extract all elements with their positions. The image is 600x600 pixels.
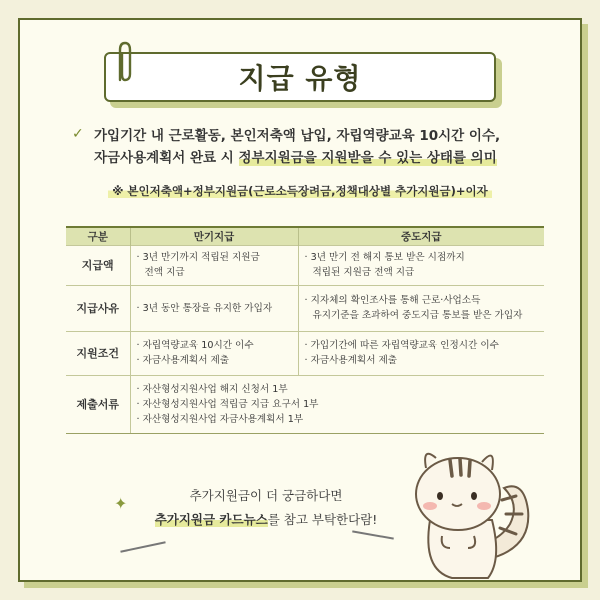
cell-line: · 가입기간에 따른 자립역량교육 인정시간 이수 — [304, 340, 499, 351]
cell-line: · 지자체의 확인조사를 통해 근로·사업소득 — [304, 295, 481, 306]
cell-maturity — [130, 245, 298, 285]
check-icon: ✓ — [72, 126, 84, 142]
table-row — [66, 245, 544, 285]
table-row — [66, 285, 544, 331]
cell-maturity — [130, 331, 298, 375]
cell-line: · 자산형성지원사업 적립금 지급 요구서 1부 — [136, 398, 319, 410]
speech-line-1: 추가지원금이 더 궁금하다면 — [189, 488, 343, 503]
formula-note-text: ※ 본인저축액+정부지원금(근로소득장려금,정책대상별 추가지원금)+이자 — [108, 184, 492, 198]
table-row — [66, 375, 544, 433]
intro-line-2 — [94, 146, 497, 166]
card-news-link-text: 추가지원금 카드뉴스 — [154, 512, 268, 527]
row-label: 지급사유 — [66, 285, 130, 331]
cell-midterm — [298, 245, 544, 285]
sparkle-icon: ✦ — [114, 494, 128, 513]
cell-line: 적립된 지원금 전액 지급 — [312, 267, 415, 278]
cell-midterm — [298, 285, 544, 331]
table-row — [66, 331, 544, 375]
row-label: 지원조건 — [66, 331, 130, 375]
cell-merged — [130, 375, 544, 433]
header-midterm: 중도지급 — [298, 227, 544, 245]
cell-line: · 자금사용계획서 제출 — [304, 355, 398, 366]
cell-line: · 3년 만기까지 적립된 지원금 — [136, 252, 260, 263]
header-maturity: 만기지급 — [130, 227, 298, 245]
speech-line-2 — [120, 510, 412, 528]
cell-line: · 자립역량교육 10시간 이수 — [136, 340, 254, 351]
cell-line: · 자산형성지원사업 해지 신청서 1부 — [136, 383, 288, 395]
formula-note — [80, 180, 520, 202]
squirrel-mascot-icon — [392, 440, 542, 580]
header-category: 구분 — [66, 227, 130, 245]
row-label: 제출서류 — [66, 375, 130, 433]
cell-line: 전액 지급 — [144, 267, 185, 278]
page-title: 지급 유형 — [238, 62, 362, 95]
cell-line: · 3년 동안 통장을 유지한 가입자 — [136, 302, 273, 314]
row-label: 지급액 — [66, 245, 130, 285]
intro-line-2-prefix: 자금사용계획서 완료 시 — [94, 150, 239, 166]
paperclip-icon — [112, 40, 136, 88]
cell-line: 유지기준을 초과하여 중도지급 통보를 받은 가입자 — [312, 310, 523, 321]
cell-line: · 3년 만기 전 해지 통보 받은 시점까지 — [304, 252, 465, 263]
cell-line: · 자산형성지원사업 자금사용계획서 1부 — [136, 413, 304, 425]
intro-line-1: 가입기간 내 근로활동, 본인저축액 납입, 자립역량교육 10시간 이수, — [94, 128, 501, 144]
cell-maturity — [130, 285, 298, 331]
title-box — [104, 52, 496, 102]
intro-line-2-highlight: 정부지원금을 지원받을 수 있는 상태를 의미 — [238, 150, 497, 166]
cell-midterm — [298, 331, 544, 375]
speech-line-2-rest: 를 참고 부탁한다람! — [267, 512, 378, 527]
cell-line: · 자금사용계획서 제출 — [136, 355, 230, 366]
payment-type-table — [66, 226, 544, 434]
